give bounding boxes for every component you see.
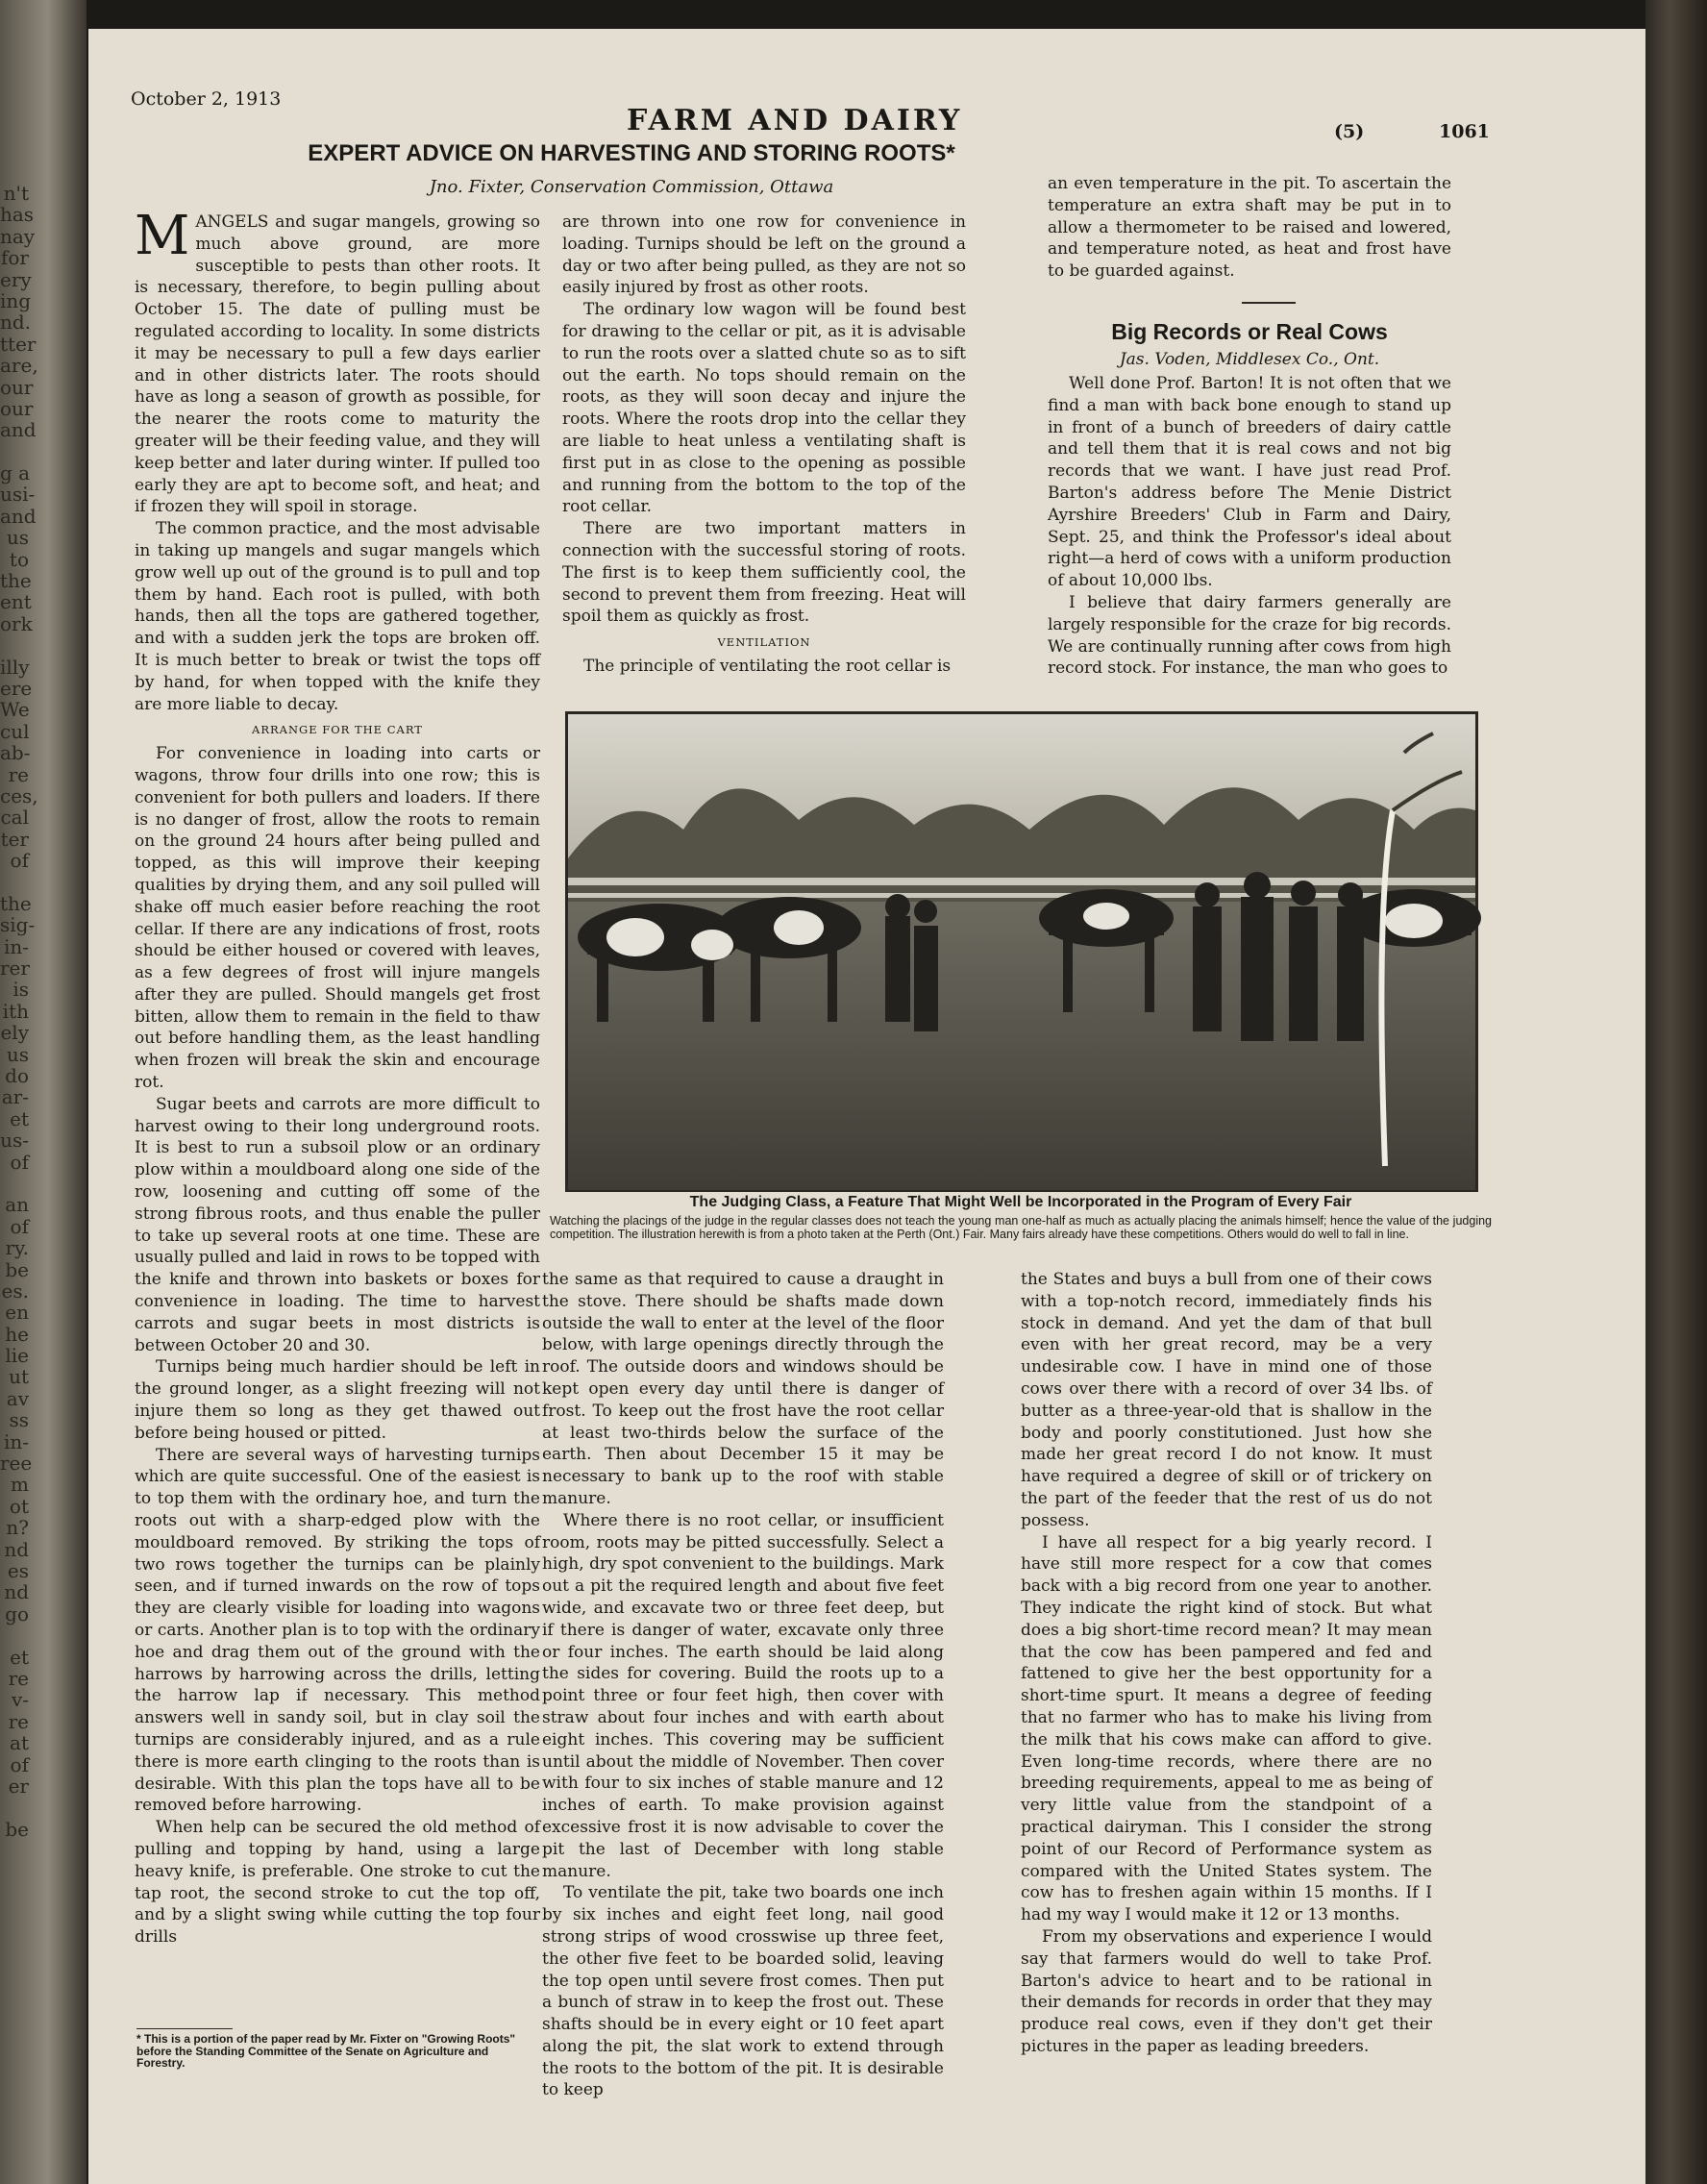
margin-fragment: es. — [1, 1278, 29, 1303]
margin-fragment: the — [0, 891, 32, 915]
margin-fragment: go — [5, 1601, 29, 1626]
margin-fragment: cal — [0, 806, 29, 830]
photo-illustration — [568, 714, 1475, 1189]
paragraph: Turnips being much hardier should be left in the ground longer, as a slight freezing will not injure them so long as they get thawed out before being housed or pitted. — [135, 1357, 540, 1443]
article-title: EXPERT ADVICE ON HARVESTING AND STORING ROOTS* — [308, 140, 955, 166]
margin-fragment: he — [5, 1322, 29, 1346]
margin-fragment: n? — [6, 1516, 29, 1540]
journal-title: FARM AND DAIRY — [627, 104, 963, 137]
margin-fragment: and — [0, 418, 37, 442]
newspaper-page — [88, 29, 1645, 2184]
article-column-2-upper — [562, 211, 966, 678]
margin-fragment: es — [7, 1559, 29, 1582]
margin-fragment: the — [0, 569, 32, 593]
paragraph: There are two important matters in connection with the successful storing of roots. The first is to keep them sufficiently cool, the second to prevent them from freezing. Heat will spoil them as quickly as frost. — [562, 519, 966, 627]
margin-fragment: nd. — [0, 310, 32, 335]
margin-fragment: illy — [0, 655, 30, 679]
drop-cap: M — [135, 205, 190, 267]
margin-fragment: for — [0, 246, 29, 270]
margin-fragment: ab- — [0, 741, 31, 765]
margin-fragment: et — [10, 1106, 29, 1130]
margin-fragment: in- — [3, 1429, 29, 1453]
margin-fragment: is — [12, 978, 29, 1002]
margin-fragment: We — [0, 698, 30, 722]
margin-fragment: be — [5, 1257, 29, 1281]
margin-fragment: re — [8, 1709, 29, 1733]
margin-fragment: ces, — [0, 783, 38, 807]
margin-fragment: ent — [0, 590, 32, 614]
margin-fragment: nd — [4, 1580, 29, 1604]
margin-fragment: are, — [0, 354, 38, 378]
margin-fragment: ith — [2, 999, 29, 1023]
paragraph: The principle of ventilating the root cellar is — [583, 656, 952, 676]
paragraph: I have all respect for a big yearly record. I have still more respect for a cow that comes back with a big record from one year to another. They indicate the right kind of stock. But what does a big short-time record mean? It may mean that the cow has been pampered and fed and fattened to give her the best opportunity for a short-time spurt. It means a degree of feeding that no farmer who has to make his living from the milk that his cows make can afford to give. Even long-time records, where there are no breeding requirements, appeal to me as being of very little value from the standpoint of a practical dairyman. This I consider the strong point of our Record of Performance system as compared with the United States system. The cow has to freshen again within 15 months. If I had my way I would make it 12 or 13 months. — [1021, 1532, 1432, 1925]
paragraph: When help can be secured the old method of pulling and topping by hand, using a large heavy knife, is preferable. One stroke to cut the tap root, the second stroke to cut the top off, and by a slight swing while cutting the top four drills — [135, 1818, 540, 1948]
margin-fragment: ter — [0, 827, 29, 851]
margin-fragment: ery — [0, 267, 32, 291]
margin-fragment: us- — [0, 1129, 29, 1153]
paragraph: For convenience in loading into carts or wagons, throw four drills into one row; this is convenient for both pullers and loaders. If there is no danger of frost, allow the roots to remain on the ground 24 hours after being pulled and topped, as this will improve their keeping qualities by drying them, and any soil pulled will shake off much easier before reaching the root cellar. If there are any indications of frost, roots should be either housed or covered with leaves, as a few degrees of frost will injure mangels after they are pulled. Should mangels get frost bitten, allow them to remain in the field to thaw out before handling them, as the least handling when frozen will break the skin and encourage rot. — [135, 744, 540, 1093]
margin-fragment: ely — [0, 1021, 29, 1045]
margin-fragment: us — [6, 1042, 29, 1066]
margin-fragment: of — [10, 1150, 29, 1174]
margin-fragment: ot — [9, 1494, 29, 1518]
paragraph: To ventilate the pit, take two boards one inch by six inches and eight feet long, nail good strong strips of wood crosswise up three feet, the other five feet to be boarded solid, leaving the top open until severe frost comes. Then put a bunch of straw in to keep the frost out. These shafts should be in every eight or 10 feet apart along the pit, the slat work to extend through the roots to the bottom of the pit. It is desirable to keep — [542, 1883, 944, 2100]
margin-fragment: ree — [0, 1452, 33, 1476]
margin-fragment — [0, 441, 29, 462]
margin-fragment: do — [5, 1064, 29, 1088]
margin-fragment: n't — [3, 182, 29, 205]
photo-judging-class — [565, 711, 1478, 1192]
margin-fragment: ss — [9, 1408, 29, 1432]
paragraph: an even temperature in the pit. To ascertain the temperature an extra shaft may be put in to allow a thermometer to be raised and lowered, and temperature noted, as heat and frost have to be guarded against. — [1048, 174, 1451, 282]
page-number: 1061 — [1439, 121, 1490, 142]
margin-fragment: tter — [0, 332, 37, 356]
margin-fragment: re — [8, 1666, 29, 1690]
previous-page-margin-text — [0, 182, 38, 1841]
margin-fragment: ing — [0, 288, 32, 312]
subheading: ARRANGE FOR THE CART — [252, 723, 423, 737]
margin-fragment — [0, 1173, 29, 1194]
paragraph: From my observations and experience I would say that farmers would do well to take Prof. Barton's advice to heart and to be rational in their demands for records in order that they may produce real cows, even if they don't get their pictures in the paper as leading breeders. — [1021, 1926, 1432, 2056]
margin-fragment: has — [0, 203, 35, 227]
footnote: * This is a portion of the paper read by Mr. Fixter on "Growing Roots" before the Standing Committee of the Senate on Agriculture and Forestry. — [136, 2032, 516, 2070]
article-column-2-lower — [542, 1269, 944, 2101]
margin-fragment: rer — [0, 956, 30, 980]
paragraph: There are several ways of harvesting turnips which are quite successful. One of the easiest is to top them with the ordinary hoe, and turn the roots out with a sharp-edged plow with the mouldboard removed. By striking the tops of two rows together the turnips can be plainly seen, and if turned inwards on the row of tops they are clearly visible for loading into wagons or carts. Another plan is to top with the ordinary hoe and drag them out of the ground with the harrows by harrowing across the drills, letting the harrow lap if necessary. This method answers well in sandy soil, but in clay soil the turnips are considerably injured, and as a rule there is more earth clinging to the roots than is desirable. With this plan the tops have all to be removed before harrowing. — [135, 1445, 540, 1816]
margin-fragment: of — [10, 1214, 29, 1238]
margin-fragment: to — [9, 547, 29, 571]
paragraph: The ordinary low wagon will be found best for drawing to the cellar or pit, as it is advisable to run the roots over a slatted chute so as to sift out the earth. No tops should remain on the roots, as they will soon decay and injure the roots. Where the roots drop into the cellar they are liable to heat unless a ventilating shaft is first put in as close to the opening as possible and running from the bottom to the top of the root cellar. — [562, 300, 966, 517]
margin-fragment: ere — [0, 676, 33, 700]
margin-fragment: v- — [11, 1688, 29, 1712]
article-byline: Jno. Fixter, Conservation Commission, Ottawa — [429, 177, 834, 197]
issue-date: October 2, 1913 — [131, 88, 282, 110]
margin-fragment: our — [0, 375, 34, 399]
margin-fragment: and — [0, 504, 37, 528]
paragraph: the States and buys a bull from one of their cows with a top-notch record, immediately finds his stock in demand. And yet the dam of that bull even with her great record, may be a very undesirable cow. I have in mind one of those cows over there with a record of over 34 lbs. of butter as a three-year-old that is shallow in the body and poorly constitutioned. Just how she made her great record I do not know. It must have required a degree of skill or of trickery on the part of the feeder that the rest of us do not possess. — [1021, 1270, 1432, 1530]
margin-fragment: g a — [0, 461, 31, 485]
margin-fragment: av — [6, 1386, 29, 1410]
article-title: Big Records or Real Cows — [1111, 319, 1388, 344]
margin-fragment: nd — [4, 1537, 29, 1561]
margin-fragment: re — [8, 762, 29, 786]
subheading: VENTILATION — [717, 635, 811, 650]
paragraph: The common practice, and the most advisable in taking up mangels and sugar mangels which grow well up out of the ground is to pull and top them by hand. Each root is pulled, with both hands, then all the tops are gathered together, and with a sudden jerk the tops are broken off. It is much better to break or twist the tops off by hand, for when topped with the knife they are more liable to decay. — [135, 519, 540, 714]
paragraph: I believe that dairy farmers generally are largely responsible for the craze for big records. We are continually running after cows from high record stock. For instance, the man who goes to — [1048, 592, 1451, 679]
margin-fragment: our — [0, 396, 34, 420]
margin-fragment: sig- — [0, 913, 36, 937]
margin-fragment: nay — [0, 224, 36, 248]
paragraph: Sugar beets and carrots are more difficult to harvest owing to their long underground roots. It is best to run a subsoil plow or an ordinary plow within a mouldboard along one side of the row, loosening and cutting off some of the strong fibrous roots, and thus enable the puller to take up several roots at one time. These are usually pulled and laid in rows to be topped with the knife and thrown into baskets or boxes for convenience in loading. The time to harvest carrots and sugar beets in most districts is between October 20 and 30. — [135, 1094, 540, 1355]
margin-fragment: ut — [9, 1365, 29, 1389]
previous-page-edge — [0, 0, 87, 2184]
paragraph: Well done Prof. Barton! It is not often that we find a man with back bone enough to stand up in front of a bunch of breeders of dairy cattle and tell them that it is real cows and not big records that we want. I have just read Prof. Barton's address before The Menie District Ayrshire Breeders' Club in Farm and Dairy, Sept. 25, and think the Professor's ideal about right—a herd of cows with a uniform production of about 10,000 lbs. — [1048, 374, 1451, 591]
margin-fragment: of — [10, 849, 29, 873]
margin-fragment: ry. — [5, 1236, 29, 1260]
paragraph: the same as that required to cause a draught in the stove. There should be shafts made down outside the wall to enter at the level of the floor below, with large openings directly through the roof. The outside doors and windows should be kept open every day until there is danger of frost. To keep out the frost have the root cellar at least two-thirds below the surface of the earth. Then about December 15 it may be necessary to bank up to the roof with stable manure. — [542, 1270, 944, 1508]
margin-fragment: et — [10, 1645, 29, 1669]
margin-fragment — [0, 1625, 29, 1646]
article-separator — [1242, 302, 1296, 304]
margin-fragment: us — [6, 526, 29, 550]
margin-fragment: er — [8, 1774, 29, 1798]
paragraph: are thrown into one row for convenience in loading. Turnips should be left on the ground a day or two after being pulled, as they are not so easily injured by frost as other roots. — [562, 212, 966, 298]
margin-fragment: in- — [3, 934, 29, 958]
margin-fragment: ork — [0, 611, 33, 635]
margin-fragment: en — [5, 1301, 29, 1325]
article-column-3-upper — [1048, 173, 1451, 283]
margin-fragment — [0, 872, 29, 893]
article-byline: Jas. Voden, Middlesex Co., Ont. — [1119, 350, 1380, 369]
margin-fragment: ar- — [1, 1085, 29, 1109]
footnote-rule — [136, 2028, 233, 2029]
margin-fragment — [0, 634, 29, 656]
section-number: (5) — [1334, 121, 1365, 142]
article-column-1 — [135, 205, 540, 1948]
margin-fragment: usi- — [0, 483, 36, 507]
margin-fragment — [0, 1797, 29, 1818]
margin-fragment: at — [10, 1731, 29, 1755]
margin-fragment: cul — [0, 719, 30, 743]
margin-fragment: m — [11, 1473, 29, 1497]
margin-fragment: lie — [5, 1344, 29, 1368]
photo-caption-body: Watching the placings of the judge in the regular classes does not teach the young man one-half as much as actually placing the animals himself; hence the value of the judging competition. The illustration herewith is from a photo taken at the Perth (Ont.) Fair. Many fairs already have these competitions. Others would do well to fall in line. — [550, 1214, 1492, 1241]
book-binding — [1645, 0, 1707, 2184]
margin-fragment: an — [5, 1193, 29, 1217]
margin-fragment: of — [10, 1752, 29, 1776]
paragraph: Where there is no root cellar, or insufficient room, roots may be pitted successfully. Select a high, dry spot convenient to the buildings. Mark out a pit the required length and about five feet wide, and excavate two or three feet deep, but if there is danger of water, excavate only three or four inches. The earth should be laid along the sides for covering. Build the roots up to a point three or four feet high, then cover with straw about four inches and with earth about eight inches. This covering may be sufficient until about the middle of November. Then cover with four to six inches of stable manure and 12 inches of earth. To make provision against excessive frost it is now advisable to cover the pit the last of December with long stable manure. — [542, 1510, 944, 1881]
margin-fragment: be — [5, 1817, 29, 1841]
paragraph: ANGELS and sugar mangels, growing so much above ground, are more susceptible to pests than other roots. It is necessary, therefore, to begin pulling about October 15. The date of pulling must be regulated according to locality. In some districts it may be necessary to pull a few days earlier and in other districts later. The roots should have as long a season of growth as possible, for the nearer the roots come to maturity the greater will be their feeding value, and they will keep better and later during winter. If pulled too early they are apt to become soft, and heat; and if frozen they will spoil in storage. — [135, 212, 540, 517]
article-column-3-upper-body — [1048, 373, 1451, 680]
photo-caption-title: The Judging Class, a Feature That Might Well be Incorporated in the Program of Every Fair — [689, 1194, 1352, 1210]
article-column-3-lower — [1021, 1269, 1432, 2058]
